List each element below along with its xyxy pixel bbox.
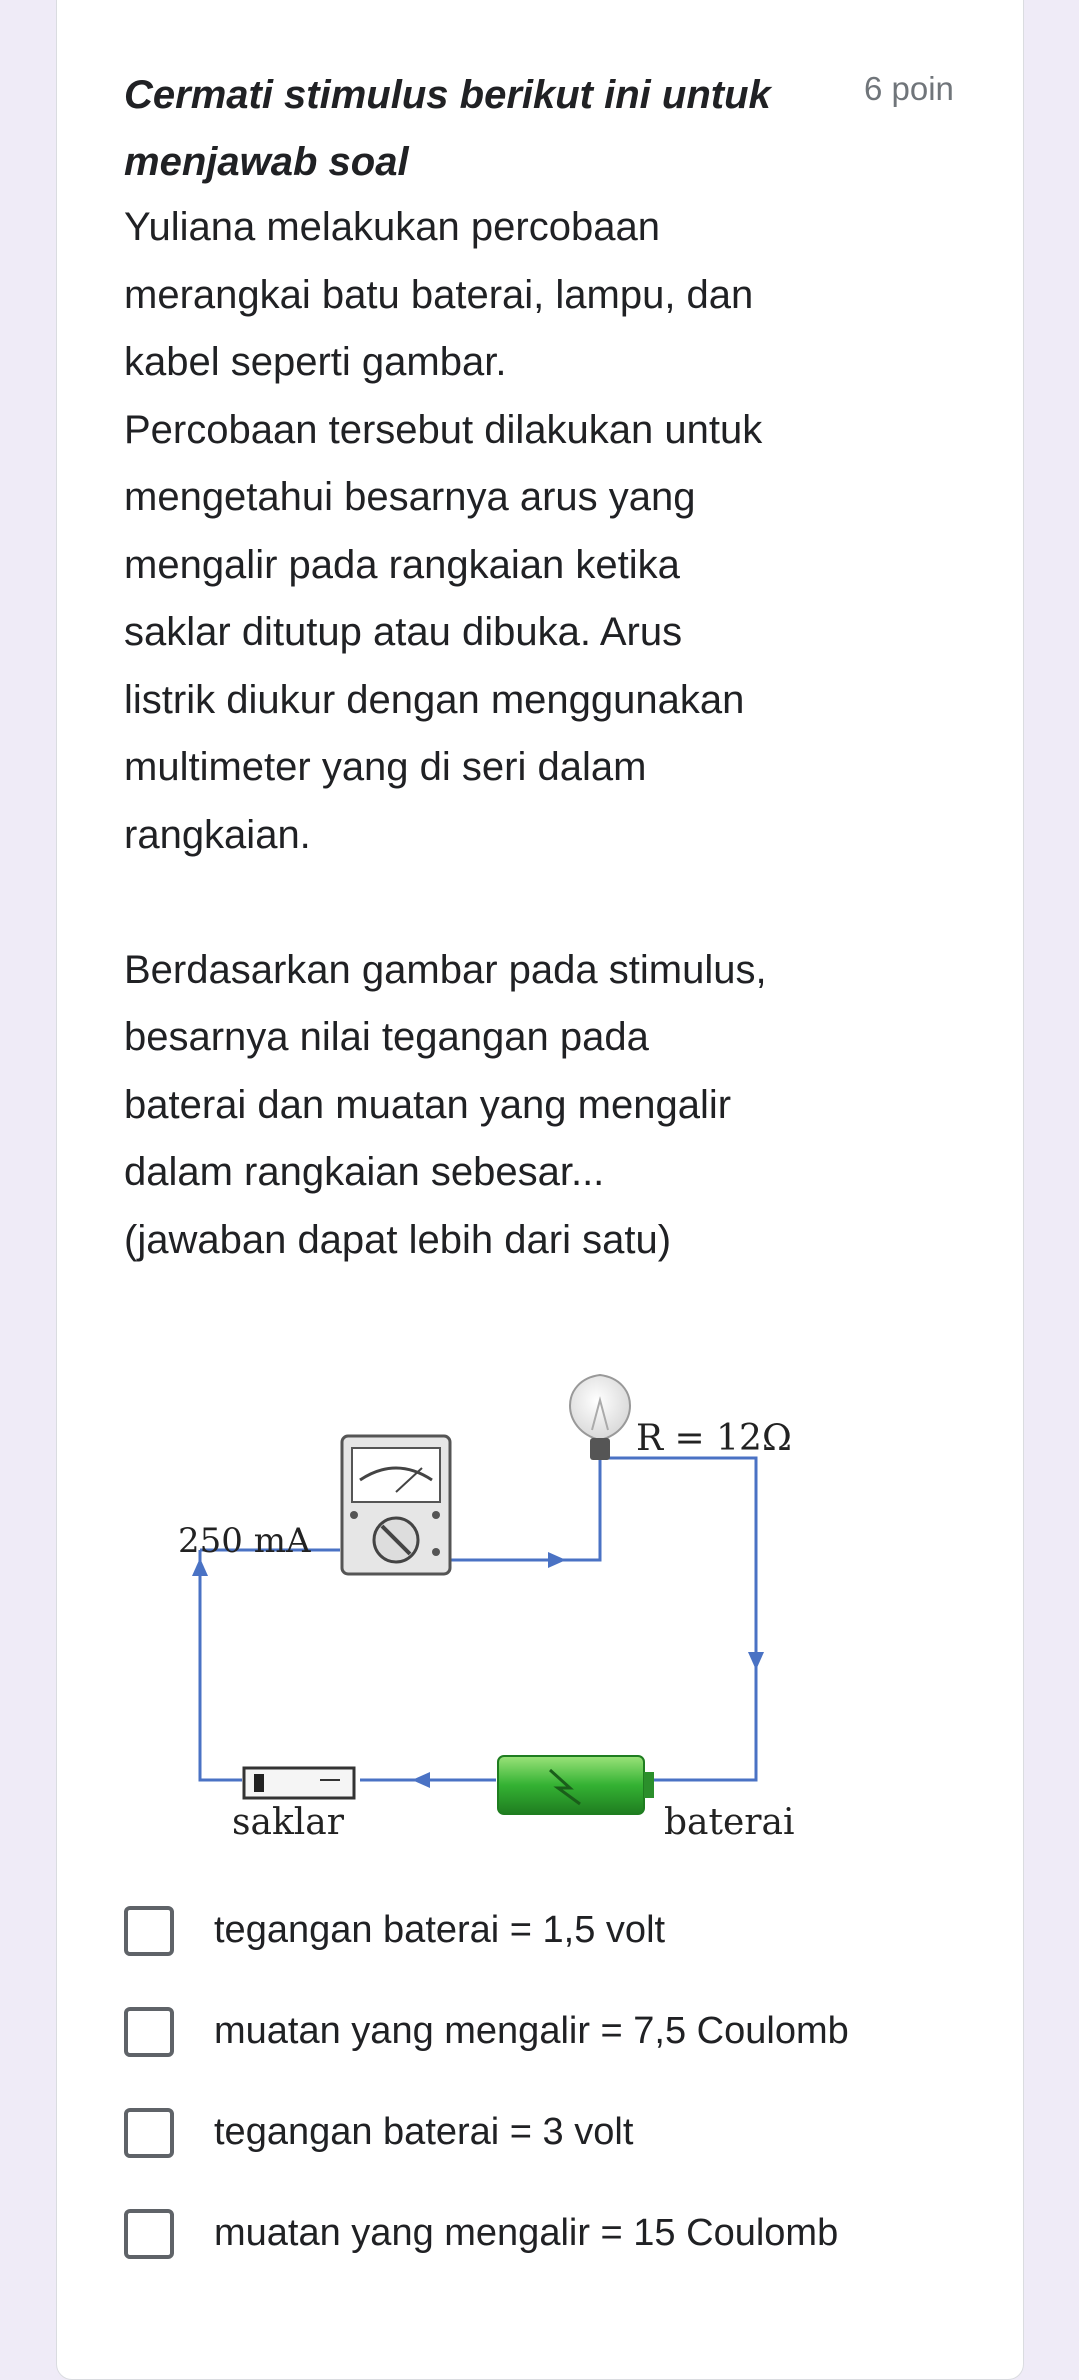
option-3[interactable] — [124, 2082, 984, 2183]
resistance-label: R = 12Ω — [636, 1418, 792, 1459]
option-2[interactable] — [124, 1981, 984, 2082]
option-4[interactable] — [124, 2183, 984, 2284]
checkbox[interactable] — [124, 2108, 174, 2158]
lamp-icon — [570, 1375, 630, 1460]
current-label: 250 mA — [178, 1521, 311, 1561]
option-label: tegangan baterai = 3 volt — [214, 2111, 634, 2153]
question-title: Cermati stimulus berikut ini untuk menjawab soal — [124, 73, 771, 184]
wire — [200, 1458, 756, 1780]
checkbox[interactable] — [124, 1906, 174, 1956]
battery-icon — [498, 1756, 654, 1814]
question-description — [124, 194, 904, 1274]
question-prompt: Berdasarkan gambar pada stimulus, besarnya nilai tegangan pada baterai dan muatan yang mengalir dalam rangkaian sebesar... (jawaban dapat lebih dari satu) — [124, 947, 767, 1262]
option-1[interactable] — [124, 1880, 984, 1981]
stimulus-paragraph: Yuliana melakukan percobaan merangkai batu baterai, lampu, dan kabel seperti gambar. Percobaan tersebut dilakukan untuk mengetahui besarnya arus yang mengalir pada rangkaian ketika saklar ditutup atau dibuka. Arus listrik diukur dengan menggunakan multimeter yang di seri dalam rangkaian. — [124, 205, 763, 857]
current-arrows — [192, 1552, 764, 1788]
option-label: muatan yang mengalir = 7,5 Coulomb — [214, 2010, 849, 2052]
answer-options — [124, 1880, 984, 2284]
switch-label: saklar — [232, 1802, 344, 1843]
checkbox[interactable] — [124, 2209, 174, 2259]
battery-label: baterai — [664, 1802, 795, 1843]
checkbox[interactable] — [124, 2007, 174, 2057]
multimeter-icon — [342, 1436, 450, 1574]
switch-icon — [244, 1768, 354, 1798]
circuit-diagram — [160, 1340, 840, 1860]
points-badge: 6 poin — [864, 70, 954, 107]
option-label: tegangan baterai = 1,5 volt — [214, 1909, 666, 1951]
option-label: muatan yang mengalir = 15 Coulomb — [214, 2212, 839, 2254]
circuit-figure — [160, 1340, 840, 1860]
